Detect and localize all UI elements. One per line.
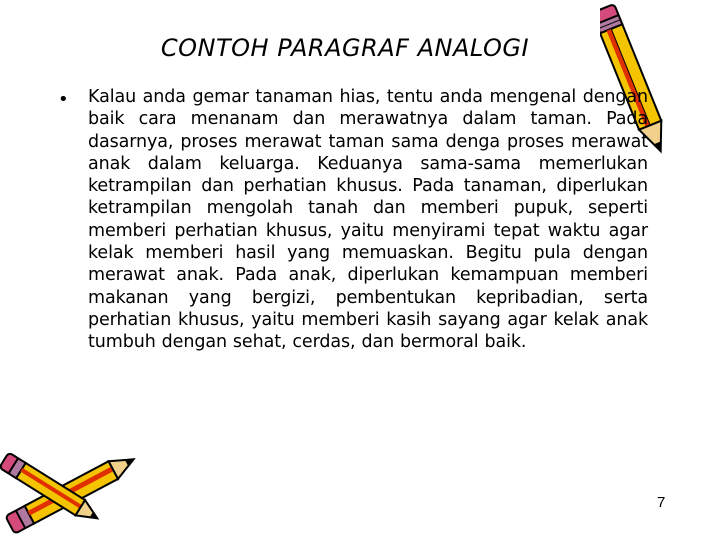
bullet-marker: • (58, 89, 69, 110)
page-number: 7 (657, 494, 666, 511)
crossed-pencils-icon (0, 430, 150, 540)
page-title: CONTOH PARAGRAF ANALOGI (160, 34, 530, 62)
bullet-list-item (58, 86, 648, 354)
analogy-paragraph: Kalau anda gemar tanaman hias, tentu anda mengenal dengan baik cara menanam dan merawatnya dalam taman. Pada dasarnya, proses merawat taman sama denga proses merawat anak dalam keluarga. Keduanya sama-sama memerlukan ketrampilan dan perhatian khusus. Pada tanaman, diperlukan ketrampilan mengolah tanah dan memberi pupuk, seperti memberi perhatian khusus, yaitu menyirami tepat waktu agar kelak memberi hasil yang memuaskan. Begitu pula dengan merawat anak. Pada anak, diperlukan kemampuan memberi makanan yang bergizi, pembentukan kepribadian, serta perhatian khusus, yaitu memberi kasih sayang agar kelak anak tumbuh dengan sehat, cerdas, dan bermoral baik. (88, 87, 648, 353)
